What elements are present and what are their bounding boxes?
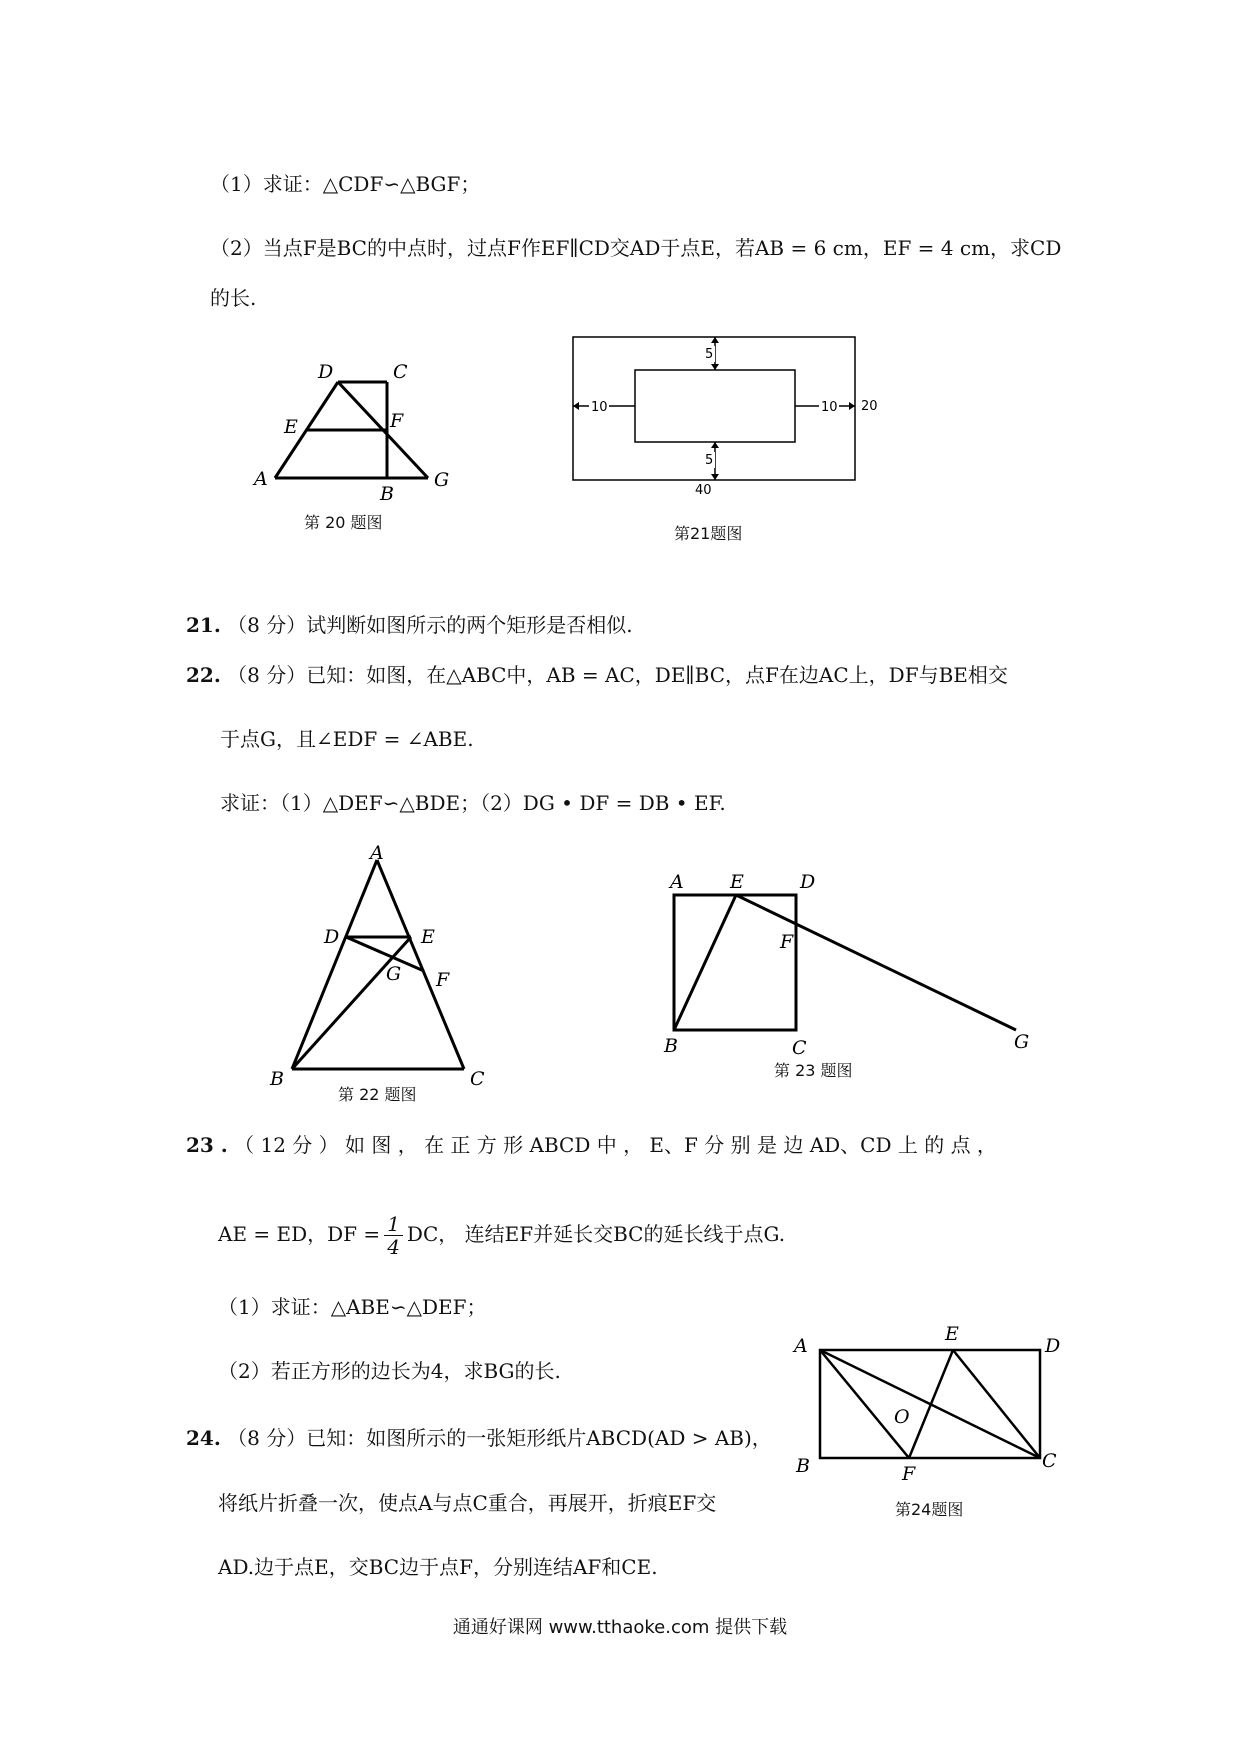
q20-part2-line2: 的长. (210, 286, 257, 310)
fig20-label-e: E (284, 416, 298, 438)
fig21-dim-height: 20 (861, 399, 878, 414)
fig24-caption: 第24题图 (895, 1500, 964, 1519)
q24-line3: AD.边于点E，交BC边于点F，分别连结AF和CE. (218, 1555, 658, 1579)
q21-number: 21. (186, 613, 221, 637)
q23-line1: （ 12 分 ） 如 图 ， 在 正 方 形 ABCD 中 ， E、F 分 别 是 边 AD、CD 上 的 点 ， (234, 1133, 997, 1157)
q23-line2-pre: AE = ED，DF = (218, 1222, 381, 1246)
fraction-denominator: 4 (387, 1235, 400, 1259)
q21-text: （8 分）试判断如图所示的两个矩形是否相似. (227, 613, 633, 637)
q22-number: 22. (186, 663, 221, 687)
figure-23 (650, 860, 1050, 1060)
fig20-label-d: D (318, 361, 334, 383)
q23-part2: （2）若正方形的边长为4，求BG的长. (218, 1359, 561, 1383)
fig24-label-a: A (794, 1335, 808, 1357)
figure-22 (260, 845, 500, 1095)
fig20-label-a: A (254, 468, 268, 490)
q24-line2: 将纸片折叠一次，使点A与点C重合，再展开，折痕EF交 (218, 1491, 717, 1515)
fig24-label-d: D (1045, 1335, 1061, 1357)
page-footer: 通通好课网 www.tthaoke.com 提供下载 (452, 1617, 788, 1638)
fig21-dim-bottom: 5 (705, 453, 714, 468)
figure-24 (790, 1310, 1080, 1485)
q20-part1: （1）求证：△CDF∽△BGF； (210, 172, 481, 196)
fig24-label-f: F (902, 1463, 916, 1485)
fig22-label-a: A (370, 845, 384, 864)
fig23-label-f: F (780, 931, 794, 953)
q23-number: 23 . (186, 1133, 228, 1157)
fig23-label-g: G (1014, 1031, 1030, 1053)
fig23-label-b: B (664, 1035, 678, 1057)
fig21-dim-width: 40 (695, 483, 712, 498)
fig21-dim-left: 10 (591, 400, 608, 415)
fig23-label-a: A (670, 871, 684, 893)
fig24-label-c: C (1042, 1450, 1057, 1472)
fig24-label-b: B (796, 1455, 810, 1477)
q23-line2-post: DC， 连结EF并延长交BC的延长线于点G. (406, 1222, 786, 1246)
fig20-caption: 第 20 题图 (304, 513, 383, 532)
figure-20 (250, 360, 470, 510)
figure-21 (565, 335, 895, 505)
fig22-label-b: B (270, 1068, 284, 1090)
fig20-label-f: F (390, 410, 404, 432)
fig22-caption: 第 22 题图 (338, 1085, 417, 1104)
fig23-label-e: E (730, 871, 744, 893)
fig23-label-c: C (792, 1037, 807, 1059)
fig20-label-g: G (434, 469, 450, 491)
q22-line3: 求证：（1）△DEF∽△BDE；（2）DG • DF = DB • EF. (220, 791, 726, 815)
fraction-numerator: 1 (384, 1213, 403, 1236)
fig21-dim-right: 10 (821, 400, 838, 415)
fig23-label-d: D (800, 871, 816, 893)
fig22-label-d: D (324, 926, 340, 948)
fig22-label-e: E (421, 926, 435, 948)
fig20-label-c: C (393, 361, 408, 383)
fig23-caption: 第 23 题图 (774, 1061, 853, 1080)
fig22-label-g: G (386, 963, 402, 985)
fig20-label-b: B (380, 483, 394, 505)
fig22-label-f: F (436, 969, 450, 991)
q24-line1: （8 分）已知：如图所示的一张矩形纸片ABCD(AD > AB)， (227, 1426, 772, 1450)
q20-part2-line1: （2）当点F是BC的中点时，过点F作EF∥CD交AD于点E，若AB = 6 cm，EF = 4 cm，求CD (210, 236, 1062, 260)
q23-part1: （1）求证：△ABE∽△DEF； (218, 1295, 487, 1319)
fig24-label-o: O (894, 1406, 910, 1428)
fraction-one-quarter (384, 1213, 403, 1258)
fig21-caption: 第21题图 (674, 524, 743, 543)
q22-line1: （8 分）已知：如图，在△ABC中，AB = AC，DE∥BC，点F在边AC上，DF与BE相交 (227, 663, 1008, 687)
fig21-dim-top: 5 (705, 347, 714, 362)
fig24-label-e: E (945, 1323, 959, 1345)
q24-number: 24. (186, 1426, 221, 1450)
fig22-label-c: C (470, 1068, 485, 1090)
q22-line2: 于点G，且∠EDF = ∠ABE. (220, 727, 474, 751)
